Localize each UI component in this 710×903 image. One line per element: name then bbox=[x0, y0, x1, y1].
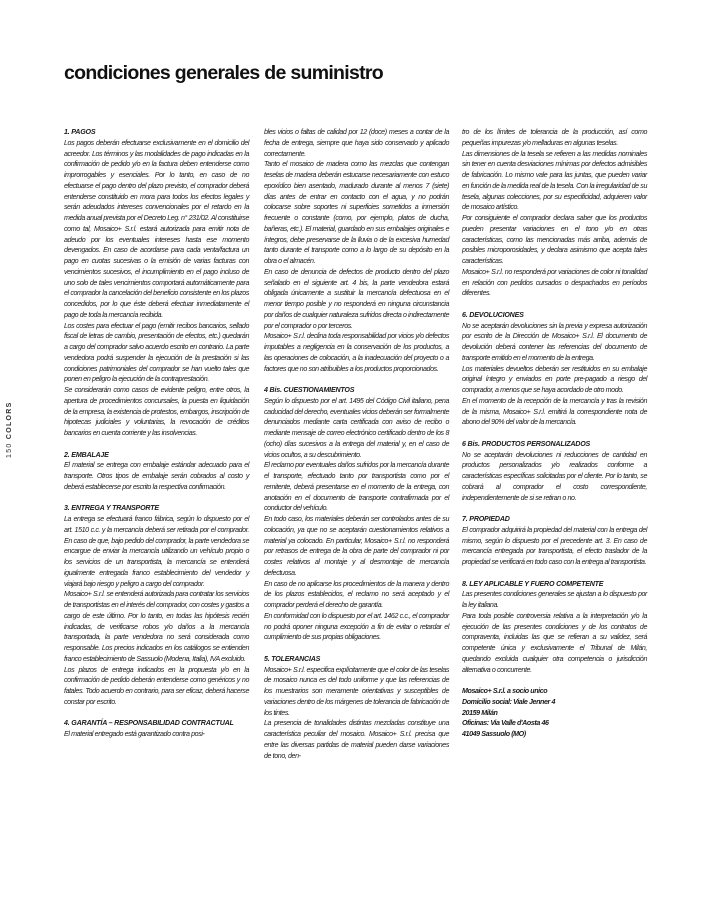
clause-title: 6. DEVOLUCIONES bbox=[462, 310, 524, 319]
clause-paragraph: En todo caso, los materiales deberán ser controlados antes de su colocación, ya que no se aceptarán cuestionamientos relativos a material ya colocado. En particular, Mosaico+ S.r.l. no responderá por retrasos de entrega de la obra de parte del comprador ni por costes relativos al montaje y al desmontaje de mercancía defectuosa. bbox=[264, 515, 449, 577]
clause-paragraph: Mosaico+ S.r.l. no responderá por variaciones de color ni tonalidad en relación con pedidos cursados o despachados en períodos diferentes. bbox=[462, 267, 647, 298]
clause-paragraph: El material se entrega con embalaje estándar adecuado para el transporte. Otros tipos de embalaje serán cobrados al costo y deberá establecerse por escrito la respectiva confirmación. bbox=[64, 461, 249, 491]
clause-title: 1. PAGOS bbox=[64, 128, 96, 136]
address-line: Oficinas: Via Valle d'Aosta 46 bbox=[462, 719, 549, 728]
address-line: Domicilio social: Viale Jenner 4 bbox=[462, 697, 555, 706]
text-column-1 bbox=[64, 127, 249, 740]
clause-paragraph: Los materiales devueltos deberán ser restituidos en su embalaje original íntegro y enviados en porte pre-pagado a riesgo del comprador, a menos que se haya acordado de otro modo. bbox=[462, 364, 647, 394]
clause-paragraph: bles vicios o faltas de calidad por 12 (doce) meses a contar de la fecha de entrega, siempre que haya sido conservado y aplicado correctamente. bbox=[264, 128, 449, 158]
clause-title: 6 Bis. PRODUCTOS PERSONALIZADOS bbox=[462, 439, 591, 448]
clause-paragraph: Mosaico+ S.r.l. se entenderá autorizada para contratar los servicios de transportistas en el interés del comprador, con costes y gastos a cargo de este último. Por lo tanto, en todas las hipótesis recién indicadas, de verificarse robos y/o daños a la mercancía transportada, la parte vendedora no será considerada como responsable. Los precios indicados en los catálogos se entienden franco establecimiento de Sassuolo (Modena, Italia), IVA excluido. bbox=[64, 590, 249, 663]
clause-section bbox=[64, 503, 249, 707]
address-line: Mosaico+ S.r.l. a socio unico bbox=[462, 687, 548, 695]
clause-section bbox=[264, 654, 449, 762]
clause-section bbox=[462, 310, 647, 428]
clause-paragraph: Tanto el mosaico de madera como las mezclas que contengan teselas de madera deberán estucarse necesariamente con estuco epoxídico bien asentado, madurado durante al menos 7 (siete) días antes de entrar en contacto con el agua, y no podrán colocarse sobre soportes ni superficies sometidos a inmersión frecuente o constante (como, por ejemplo, platos de ducha, bañeras, etc.). El material, guardado en sus embalajes originales e íntegros, debe preservarse de la lluvia o de la excesiva humedad tanto durante el transporte como a lo largo de su depósito en la obra o el almacén. bbox=[264, 160, 449, 265]
clause-paragraph: Los pagos deberán efectuarse exclusivamente en el domicilio del acreedor. Los términos y las modalidades de pago indicadas en la confirmación de pedido y/o en la factura deben entenderse como improrrogables y esenciales. Por lo tanto, en caso de no efectuarse el pago dentro del plazo previsto, el comprador deberá entenderse constituido en mora para todos los efectos legales y serán adeudados intereses convencionales por el retardo en la medida anual prevista por el Decreto Leg. n° 231/02. Al constituirse como tal, Mosaico+ S.r.l. estará autorizada para emitir nota de adeudo por los eventuales intereses hasta ese momento devengados. En caso de acordarse para cada venta/factura un pago en cuotas sucesivas o la emisión de varias facturas con vencimientos sucesivos, el incumplimiento en el pago incluso de uno solo de tales vencimientos comportará automáticamente para el comprador la cancelación del beneficio consistente en los plazos concedidos, por lo que éste deberá efectuar inmediatamente el pago de toda la mercancía recibida. bbox=[64, 138, 249, 319]
clause-paragraph: Se considerarán como casos de evidente peligro, entre otros, la apertura de procedimientos concursales, la puesta en liquidación de la empresa, la existencia de protestos, embargos, inscripción de hipotecas judiciales y voluntarias, la revocación de créditos bancarios en cuenta corriente y las insolvencias. bbox=[64, 386, 249, 437]
clause-paragraph: En caso de no aplicarse los procedimientos de la manera y dentro de los plazos establecidos, el reclamo no será aceptado y el comprador perderá el derecho de garantía. bbox=[264, 579, 449, 609]
clause-paragraph: La entrega se efectuará franco fábrica, según lo dispuesto por el art. 1510 c.c. y la mercancía deberá ser retirada por el comprador. En caso de que, bajo pedido del comprador, la parte vendedora se encargue de enviar la mercancía utilizando un vehículo propio o los servicios de un transportista, la mercancía se entenderá igualmente entregada franco establecimiento del vendedor y viajará bajo riesgo y peligro a cargo del comprador. bbox=[64, 515, 249, 588]
brand-label: COLORS bbox=[6, 401, 13, 440]
clause-paragraph: En el momento de la recepción de la mercancía y tras la revisión de la misma, Mosaico+ S.r.l. emitirá la correspondiente nota de abono del 90% del valor de la mercancía. bbox=[462, 396, 647, 427]
page-title: condiciones generales de suministro bbox=[64, 62, 384, 84]
company-address bbox=[462, 686, 647, 740]
clause-paragraph: No se aceptarán devoluciones ni reducciones de cantidad en productos personalizados y/o realizados conforme a características específicas solicitadas por el cliente. Por lo tanto, se cobrará al comprador el costo correspondiente, independientemente de si se retiran o no. bbox=[462, 450, 647, 502]
clause-section bbox=[462, 439, 647, 504]
clause-title: 8. LEY APLICABLE Y FUERO COMPETENTE bbox=[462, 579, 604, 588]
page-number: 150 bbox=[6, 442, 13, 458]
clause-paragraph: Los costes para efectuar el pago (emitir recibos bancarios, sellado fiscal de letras de cambio, presentación de efectos, etc.) quedarán a cargo del comprador salvo acuerdo escrito en contrario. La parte vendedora podrá suspender la ejecución de la prestación si las condiciones patrimoniales del comprador se han vuelto tales que ponen en peligro la ejecución de la contraprestación. bbox=[64, 321, 249, 384]
clause-title: 4. GARANTÍA – RESPONSABILIDAD CONTRACTUAL bbox=[64, 719, 234, 728]
address-line: 20159 Milán bbox=[462, 708, 498, 717]
clause-title: 3. ENTREGA Y TRANSPORTE bbox=[64, 504, 159, 513]
clause-title: 4 Bis. CUESTIONAMIENTOS bbox=[264, 386, 355, 394]
clause-paragraph: No se aceptarán devoluciones sin la previa y expresa autorización por escrito de la Dirección de Mosaico+ S.r.l. El documento de devolución deberá contener las referencias del documento de transporte emitido en el momento de la entrega. bbox=[462, 321, 647, 362]
clause-paragraph: Por consiguiente el comprador declara saber que los productos pueden presentar variaciones en el tono y/o en otras características, como las mencionadas más arriba, además de posibles microporosidades, y declara asimismo que acepta tales características. bbox=[462, 214, 647, 265]
clause-paragraph: En conformidad con lo dispuesto por el art. 1462 c.c., el comprador no podrá oponer ninguna excepción a fin de evitar o retardar el cumplimiento de sus propias obligaciones. bbox=[264, 611, 449, 642]
clause-paragraph: tro de los límites de tolerancia de la producción, así como pequeñas impurezas y/o melladuras en algunas teselas. bbox=[462, 128, 647, 147]
clause-paragraph: Según lo dispuesto por el art. 1495 del Código Civil italiano, pena caducidad del derecho, eventuales vicios deberán ser formalmente denunciados mediante carta certificada con aviso de recibo o mediante mensaje de correo electrónico certificado dentro de los 8 (ocho) días sucesivos a la entrega del material y, en el caso de vicios ocultos, a su descubrimiento. bbox=[264, 396, 449, 459]
address-line: 41049 Sassuolo (MO) bbox=[462, 730, 526, 738]
clause-section bbox=[64, 127, 249, 439]
clause-section bbox=[462, 514, 647, 568]
clause-paragraph: El material entregado está garantizado contra posi- bbox=[64, 730, 205, 738]
clause-section bbox=[64, 718, 249, 740]
clause-section bbox=[64, 450, 249, 493]
side-page-label bbox=[6, 401, 13, 458]
clause-paragraph: Mosaico+ S.r.l. declina toda responsabilidad por vicios y/o defectos imputables a negligencia en la conservación de los productos, a las operaciones de colocación, a la inadecuación del proyecto o a factores que no son atribuibles a los productos proporcionados. bbox=[264, 332, 449, 373]
clause-title: 5. TOLERANCIAS bbox=[264, 654, 321, 663]
clause-paragraph: El comprador adquirirá la propiedad del material con la entrega del mismo, según lo dispuesto por el precedente art. 3. En caso de mercancía entregada por transportista, el efecto traslador de la propiedad se verificará en todo caso con la entrega al transportista. bbox=[462, 525, 647, 566]
clause-paragraph: La presencia de tonalidades distintas mezcladas constituye una característica peculiar del mosaico. Mosaico+ S.r.l. precisa que entre las diversas partidas de material pueden darse variaciones de tono, den- bbox=[264, 719, 449, 760]
clause-paragraph: Para toda posible controversia relativa a la interpretación y/o la ejecución de las presentes condiciones y de los contratos de compraventa, incluidas las que se refieran a su validez, será competente única y exclusivamente el Tribunal de Milán, quedando excluida cualquier otra competencia o jurisdicción alternativa o concurrente. bbox=[462, 611, 647, 674]
clause-paragraph: El reclamo por eventuales daños sufridos por la mercancía durante el transporte, efectuado tanto por transportista como por el remitente, deberá presentarse en el momento de la entrega, con anotación en el documento de transporte contrafirmada por el conductor del vehículo. bbox=[264, 461, 449, 513]
clause-paragraph: Los plazos de entrega indicados en la propuesta y/o en la confirmación de pedido deberán entenderse como genéricos y no fatales. Todo acuerdo en contrario, para ser eficaz, deberá hacerse constar por escrito. bbox=[64, 665, 249, 706]
clause-section bbox=[264, 127, 449, 374]
text-column-2 bbox=[264, 127, 449, 761]
clause-paragraph: Las presentes condiciones generales se ajustan a lo dispuesto por la ley italiana. bbox=[462, 590, 647, 609]
clause-title: 7. PROPIEDAD bbox=[462, 515, 510, 523]
clause-section bbox=[462, 127, 647, 299]
clause-section bbox=[264, 385, 449, 643]
clause-paragraph: En caso de denuncia de defectos de producto dentro del plazo señalado en el siguiente art. 4 bis, la parte vendedora estará obligada únicamente a sustituir la mercancía defectuosa en el menor tiempo posible y no responderá en ninguna circunstancia por daños de cualquier naturaleza sufridos directa o indirectamente por el comprador o por terceros. bbox=[264, 267, 449, 330]
text-column-3 bbox=[462, 127, 647, 740]
clause-section bbox=[462, 579, 647, 676]
clause-paragraph: Mosaico+ S.r.l. especifica explícitamente que el color de las teselas de mosaico nunca es del todo uniforme y que las referencias de los muestrarios son meramente orientativas y susceptibles de variaciones dentro de los márgenes de tolerancia de fabricación de los tintes. bbox=[264, 665, 449, 717]
clause-paragraph: Las dimensiones de la tesela se refieren a las medidas nominales sin tener en cuenta desviaciones mínimas por defectos admisibles de fabricación. Lo mismo vale para las juntas, que pueden variar en función de la medida real de la tesela. Con la irregularidad de su tesela, algunas colecciones, por su especificidad, adquieren valor de mosaico artístico. bbox=[462, 149, 647, 212]
clause-title: 2. EMBALAJE bbox=[64, 450, 109, 459]
